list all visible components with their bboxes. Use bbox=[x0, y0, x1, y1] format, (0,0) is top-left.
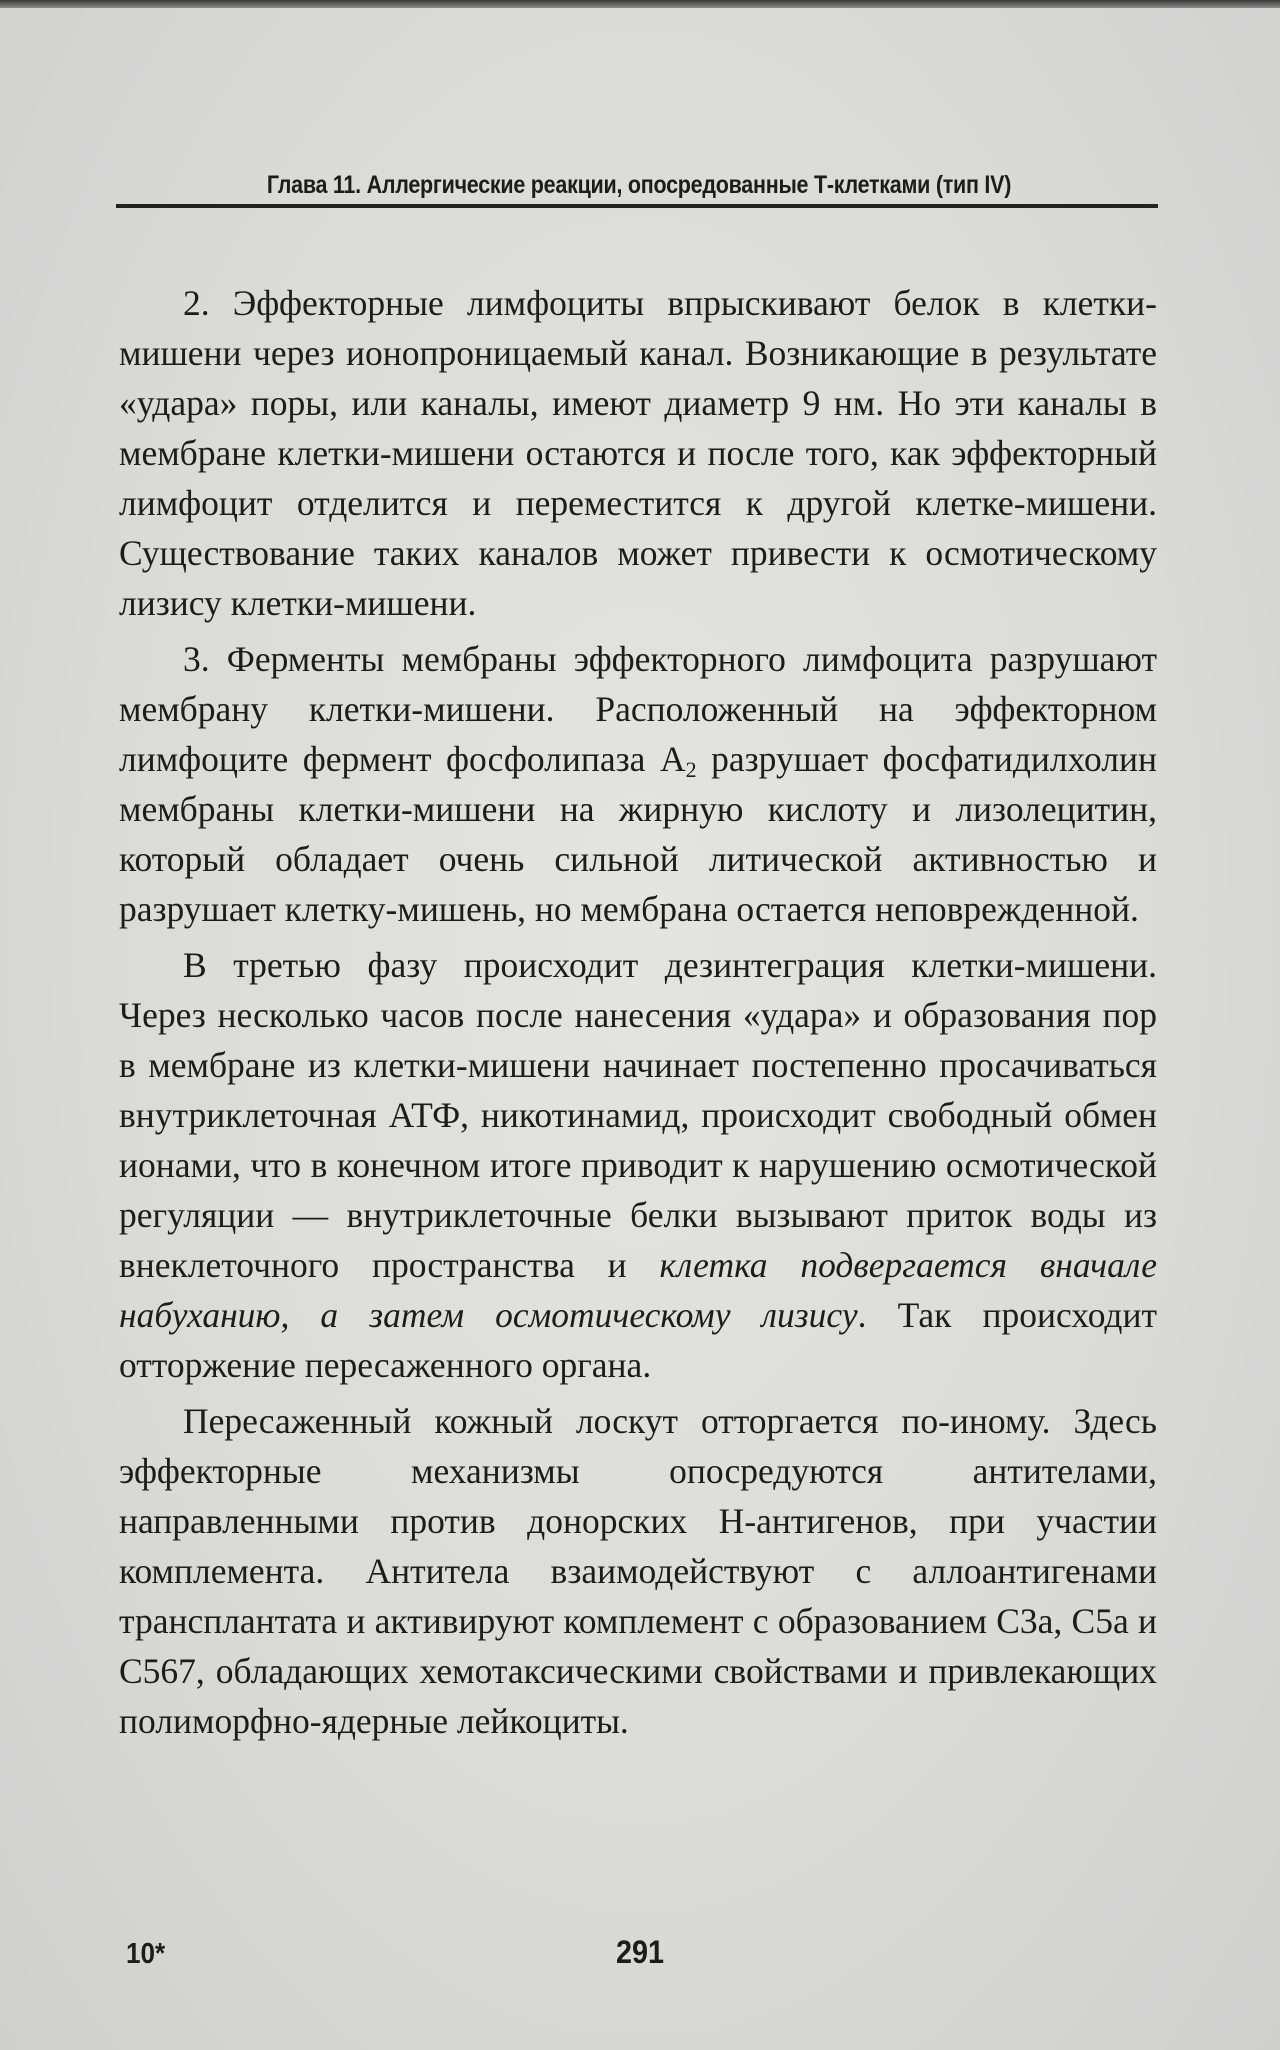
running-head: Глава 11. Аллергические реакции, опосредованные Т-клетками (тип IV) bbox=[266, 171, 1012, 199]
page-number: 291 bbox=[615, 1934, 665, 1970]
scan-top-edge bbox=[0, 0, 1280, 8]
paragraph-1: 2. Эффекторные лимфоциты впрыскивают белок в клетки-мишени через ионопроницаемый канал. Возникающие в результате «удара» поры, или каналы, имеют диаметр 9 нм. Но эти каналы в мембране клетки-мишени остаются и после того, как эффекторный лимфоцит отделится и переместится к другой клетке-мишени. Существование таких каналов может привести к осмотическому лизису клетки-мишени. bbox=[119, 283, 1157, 623]
paragraph-3-start: В третью фазу происходит дезинтеграция клетки-мишени. Через несколько часов после нанесения «удара» и образования пор в мембране из клетки-мишени начинает постепенно просачиваться внутриклеточная АТФ, никотинамид, происходит свободный обмен ионами, что в конечном итоге приводит к нарушению осмотической регуляции — внутриклеточные белки вызывают приток воды из внеклеточного пространства и bbox=[119, 945, 1157, 1285]
subscript-2: 2 bbox=[685, 757, 697, 782]
paragraph-2-start: 3. Ферменты мембраны эффекторного лимфоцита разрушают мембрану клетки-мишени. Расположенный на эффекторном лимфоците фермент фосфолипаза А bbox=[119, 639, 1157, 779]
paragraph-4: Пересаженный кожный лоскут отторгается по-иному. Здесь эффекторные механизмы опосредуются антителами, направленными против донорских Н-антигенов, при участии комплемента. Антитела взаимодействуют с аллоантигенами трансплантата и активируют комплемент с образованием С3а, С5а и С567, обладающих хемотаксическими свойствами и привлекающих полиморфно-ядерные лейкоциты. bbox=[119, 1401, 1157, 1741]
paragraph-2 bbox=[119, 634, 1157, 934]
paragraph-3-end: . Так происходит отторжение пересаженного органа. bbox=[119, 1295, 1157, 1385]
book-page bbox=[0, 8, 1280, 2050]
paragraph-2-end: разрушает фосфатидилхолин мембраны клетки-мишени на жирную кислоту и лизолецитин, который обладает очень сильной литической активностью и разрушает клетку-мишень, но мембрана остается неповрежденной. bbox=[119, 739, 1157, 929]
paragraph-3-italic: клетка подвергается вначале набуханию, а затем осмотическому лизису bbox=[119, 1245, 1157, 1335]
signature-mark: 10* bbox=[126, 1938, 166, 1970]
running-head-rule bbox=[116, 204, 1158, 208]
body-text bbox=[119, 278, 1157, 1746]
paragraph-3 bbox=[119, 940, 1157, 1390]
